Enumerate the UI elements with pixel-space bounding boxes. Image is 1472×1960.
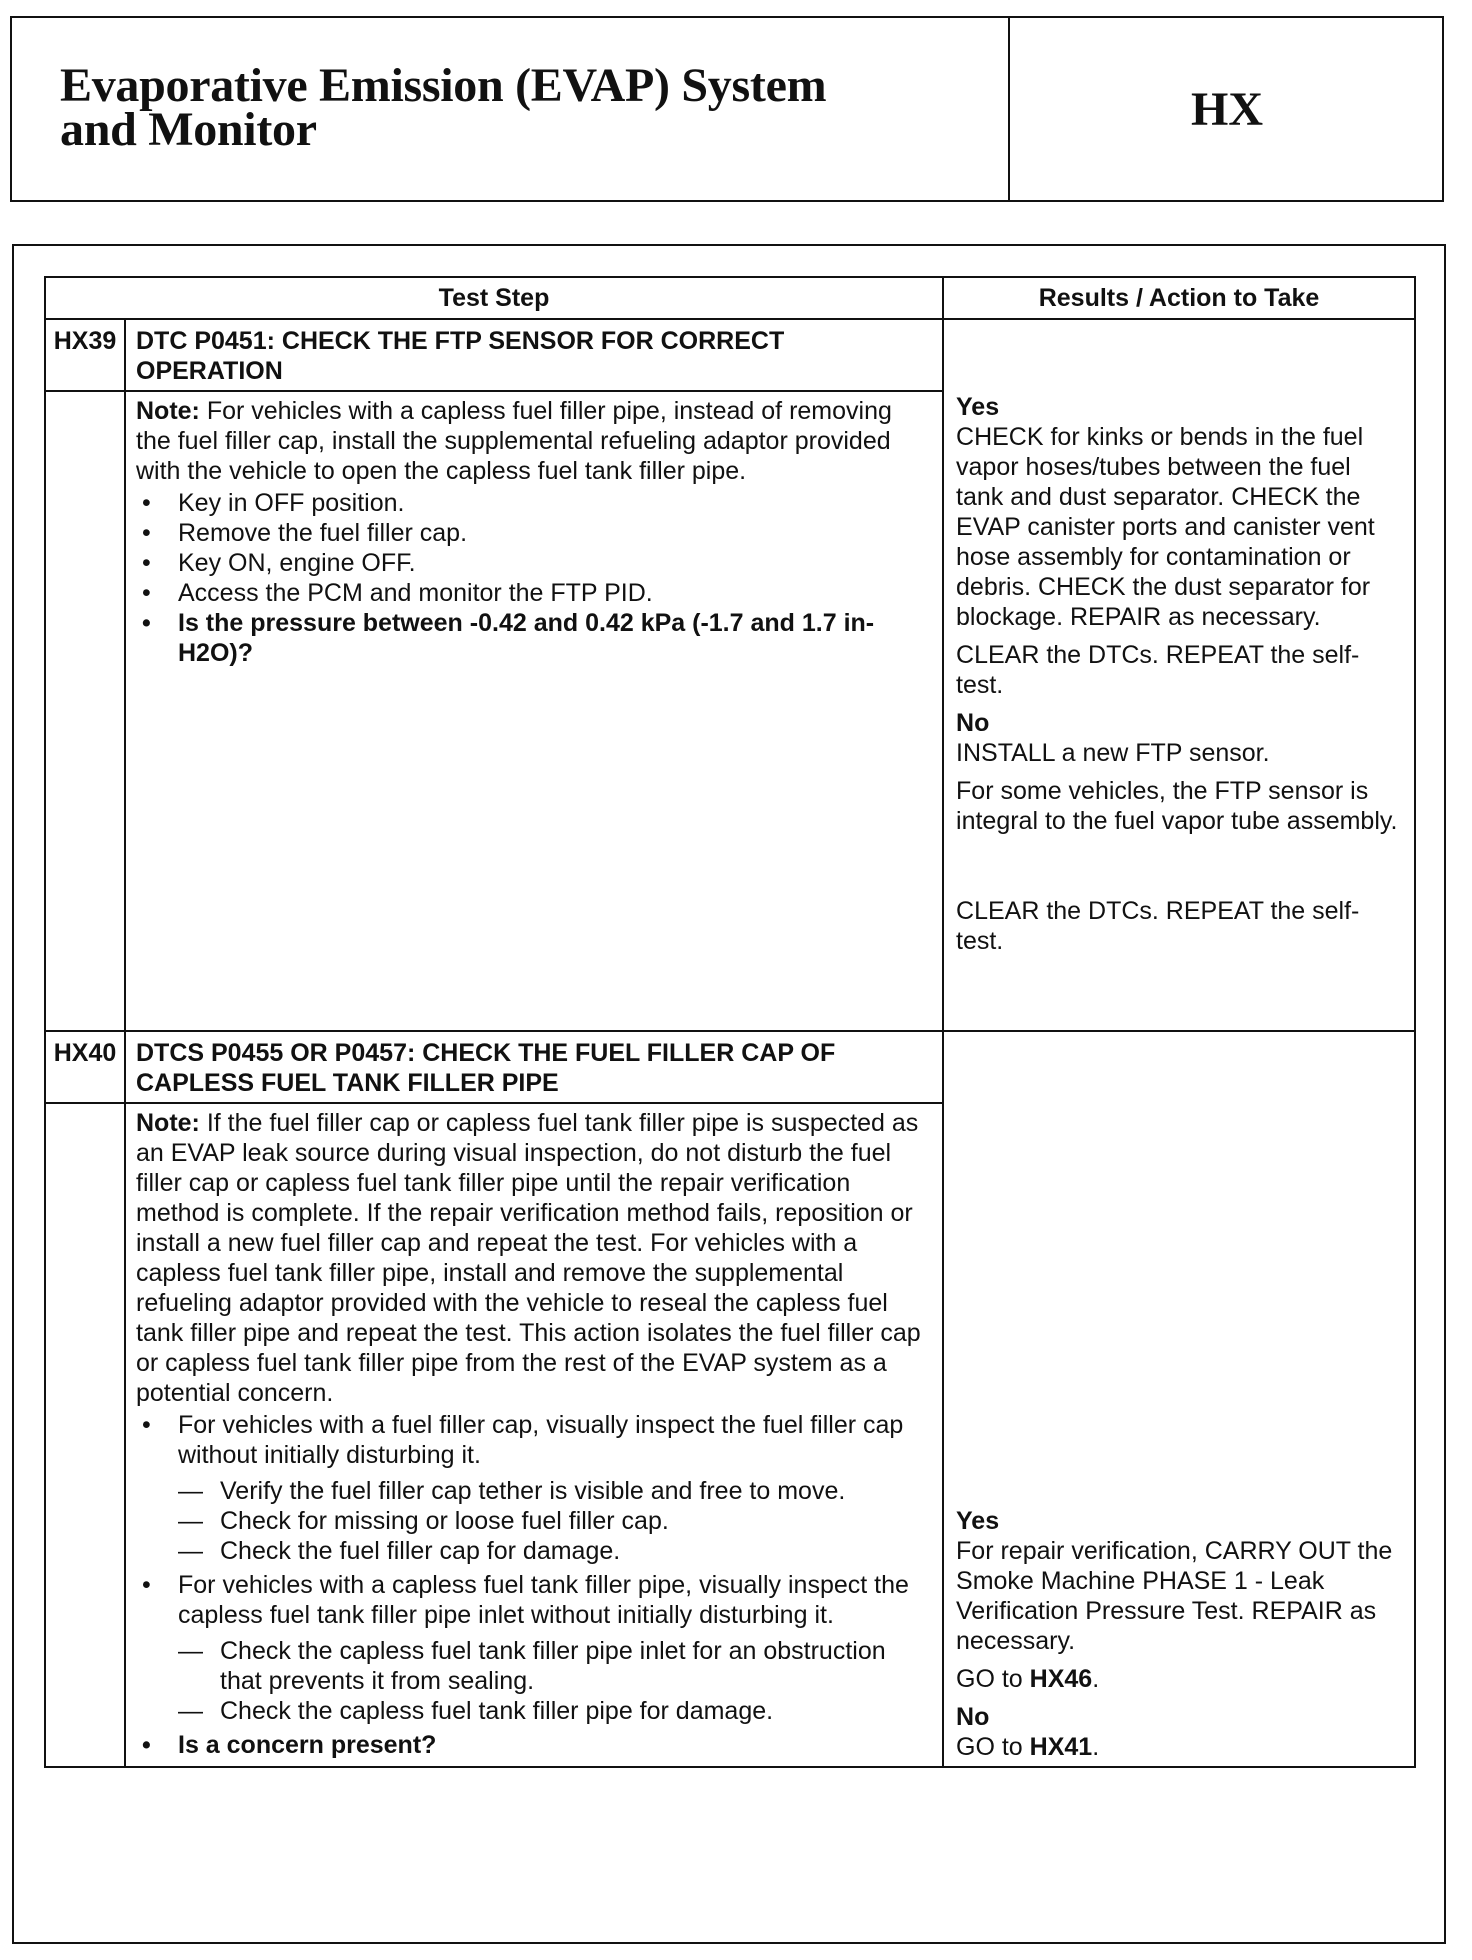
header-title-box [12, 18, 1010, 200]
list-item: • Remove the fuel filler cap. [142, 519, 468, 547]
step-bullets [136, 1410, 932, 1760]
col-header-test-step: Test Step [45, 277, 943, 319]
list-item: • Key ON, engine OFF. [142, 549, 416, 577]
list-item: • For vehicles with a fuel filler cap, visually inspect the fuel filler cap without initially disturbing it. — Verify the fuel filler cap tether is visible and free to move. — Check for missing or loose fuel filler cap. — Check the fuel filler cap for damage. [136, 1410, 932, 1566]
sub-list [178, 1636, 932, 1726]
page-title [60, 59, 827, 156]
step-title: DTCS P0455 OR P0457: CHECK THE FUEL FILLER CAP OF CAPLESS FUEL TANK FILLER PIPE [125, 1031, 943, 1103]
step-bullets [136, 488, 932, 668]
note-text: If the fuel filler cap or capless fuel tank filler pipe is suspected as an EVAP leak source during visual inspection, do not disturb the fuel filler cap or capless fuel tank filler pipe until the repair verification method is complete. If the repair verification method fails, reposition or install a new fuel filler cap and repeat the test. For vehicles with a capless fuel tank filler pipe, install and remove the supplemental refueling adaptor provided with the vehicle to reseal the capless fuel tank filler pipe and repeat the test. This action isolates the fuel filler cap or capless fuel tank filler pipe from the rest of the EVAP system as a potential concern. [136, 1109, 921, 1407]
step-note [136, 396, 932, 486]
list-item: • Key in OFF position. [142, 489, 405, 517]
step-results [943, 1031, 1415, 1767]
sub-item: — Verify the fuel filler cap tether is visible and free to move. [178, 1477, 846, 1505]
step-title-row [45, 1031, 1415, 1103]
goto-step-link[interactable]: HX41 [1029, 1733, 1093, 1761]
list-item: • For vehicles with a capless fuel tank filler pipe, visually inspect the capless fuel tank filler pipe inlet without initially disturbing it. — Check the capless fuel tank filler pipe inlet for an obstruction that prevents it from sealing. — Check the capless fuel tank filler pipe for damage. [136, 1570, 932, 1726]
page-header [10, 16, 1444, 202]
yes-action: For repair verification, CARRY OUT the Smoke Machine PHASE 1 - Leak Verification Pressure Test. REPAIR as necessary. [956, 1537, 1393, 1655]
note-text: For vehicles with a capless fuel filler pipe, instead of removing the fuel filler cap, install the supplemental refueling adaptor provided with the vehicle to open the capless fuel tank filler pipe. [136, 397, 892, 485]
note-label: Note: [136, 397, 200, 425]
step-title: DTC P0451: CHECK THE FTP SENSOR FOR CORRECT OPERATION [125, 319, 943, 391]
yes-clear-action: CLEAR the DTCs. REPEAT the self-test. [956, 641, 1360, 699]
sub-item: — Check the fuel filler cap for damage. [178, 1537, 621, 1565]
step-results [943, 319, 1415, 1031]
yes-label: Yes [956, 393, 1000, 421]
yes-action: CHECK for kinks or bends in the fuel vapor hoses/tubes between the fuel tank and dust separator. CHECK the EVAP canister ports and canister vent hose assembly for contamination or debris. CHECK the dust separator for blockage. REPAIR as necessary. [956, 423, 1375, 631]
table-header-row [45, 277, 1415, 319]
diagnostic-table [44, 276, 1416, 1768]
step-note [136, 1108, 932, 1408]
sub-list [178, 1476, 932, 1566]
no-goto: GO to HX41. [956, 1733, 1100, 1761]
step-question: • Is the pressure between -0.42 and 0.42 kPa (-1.7 and 1.7 in-H2O)? [142, 609, 875, 667]
no-action: INSTALL a new FTP sensor. [956, 739, 1270, 767]
yes-label: Yes [956, 1507, 1000, 1535]
step-title-row [45, 319, 1415, 391]
yes-goto: GO to HX46. [956, 1665, 1100, 1693]
step-body [125, 1103, 943, 1767]
no-info: For some vehicles, the FTP sensor is integral to the fuel vapor tube assembly. [956, 777, 1398, 835]
title-line-1: Evaporative Emission (EVAP) System [60, 59, 827, 112]
list-item: • Access the PCM and monitor the FTP PID. [142, 579, 653, 607]
step-id: HX39 [45, 319, 125, 391]
no-label: No [956, 1703, 990, 1731]
goto-step-link[interactable]: HX46 [1029, 1665, 1093, 1693]
step-body [125, 391, 943, 1031]
step-id: HX40 [45, 1031, 125, 1103]
col-header-results: Results / Action to Take [943, 277, 1415, 319]
no-clear-action: CLEAR the DTCs. REPEAT the self-test. [956, 897, 1360, 955]
no-label: No [956, 709, 990, 737]
sub-item: — Check the capless fuel tank filler pipe inlet for an obstruction that prevents it from sealing. [178, 1637, 886, 1695]
sub-item: — Check for missing or loose fuel filler cap. [178, 1507, 669, 1535]
title-line-2: and Monitor [60, 103, 317, 156]
step-question: • Is a concern present? [142, 1731, 437, 1759]
note-label: Note: [136, 1109, 200, 1137]
section-code: HX [1191, 82, 1263, 136]
sub-item: — Check the capless fuel tank filler pipe for damage. [178, 1697, 774, 1725]
